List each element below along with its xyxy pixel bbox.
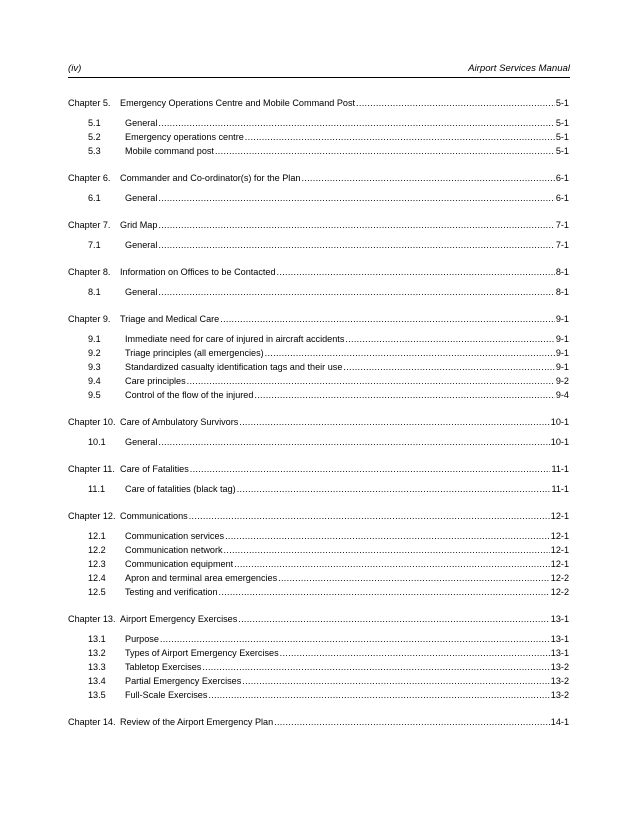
toc-dot-leader bbox=[254, 388, 554, 402]
toc-entry-title: Types of Airport Emergency Exercises bbox=[125, 648, 279, 658]
toc-section-entry[interactable] bbox=[68, 585, 569, 599]
toc-entry-number: Chapter 13. bbox=[68, 614, 116, 624]
toc-spacer bbox=[68, 158, 569, 171]
toc-dot-leader bbox=[224, 543, 550, 557]
toc-entry-title: Apron and terminal area emergencies bbox=[125, 573, 278, 583]
toc-entry-page: 12-1 bbox=[550, 511, 569, 521]
toc-dot-leader bbox=[158, 238, 554, 252]
toc-dot-leader bbox=[225, 529, 550, 543]
toc-entry-number: 9.5 bbox=[88, 390, 101, 400]
toc-section-entry[interactable] bbox=[68, 571, 569, 585]
toc-entry-number: 13.3 bbox=[88, 662, 106, 672]
toc-entry-page: 5-1 bbox=[555, 98, 569, 108]
toc-entry-page: 7-1 bbox=[555, 240, 569, 250]
toc-entry-number: 13.2 bbox=[88, 648, 106, 658]
toc-spacer bbox=[68, 702, 569, 715]
toc-entry-number: Chapter 6. bbox=[68, 173, 111, 183]
toc-dot-leader bbox=[189, 509, 550, 523]
toc-section-entry[interactable] bbox=[68, 238, 569, 252]
toc-entry-number: 8.1 bbox=[88, 287, 101, 297]
toc-entry-title: General bbox=[125, 193, 158, 203]
toc-section-entry[interactable] bbox=[68, 191, 569, 205]
toc-entry-title: Airport Emergency Exercises bbox=[120, 614, 238, 624]
manual-title: Airport Services Manual bbox=[468, 63, 570, 74]
toc-entry-number: 7.1 bbox=[88, 240, 101, 250]
toc-entry-page: 8-1 bbox=[555, 267, 569, 277]
toc-dot-leader bbox=[208, 688, 549, 702]
toc-dot-leader bbox=[158, 218, 554, 232]
toc-entry-number: 9.3 bbox=[88, 362, 101, 372]
toc-entry-page: 8-1 bbox=[555, 287, 569, 297]
toc-dot-leader bbox=[277, 265, 555, 279]
toc-entry-page: 5-1 bbox=[555, 132, 569, 142]
toc-entry-number: Chapter 8. bbox=[68, 267, 111, 277]
toc-entry-title: Tabletop Exercises bbox=[125, 662, 202, 672]
toc-dot-leader bbox=[215, 144, 555, 158]
toc-entry-title: Partial Emergency Exercises bbox=[125, 676, 242, 686]
toc-entry-title: Communication services bbox=[125, 531, 225, 541]
toc-chapter-entry[interactable] bbox=[68, 312, 569, 326]
toc-entry-title: Care of Fatalities bbox=[120, 464, 189, 474]
toc-entry-page: 6-1 bbox=[555, 173, 569, 183]
toc-entry-title: Emergency operations centre bbox=[125, 132, 244, 142]
toc-dot-leader bbox=[220, 312, 555, 326]
toc-entry-number: 12.1 bbox=[88, 531, 106, 541]
toc-dot-leader bbox=[158, 191, 554, 205]
toc-entry-title: Communications bbox=[120, 511, 188, 521]
toc-entry-number: 9.1 bbox=[88, 334, 101, 344]
toc-entry-number: Chapter 9. bbox=[68, 314, 111, 324]
toc-section-entry[interactable] bbox=[68, 543, 569, 557]
toc-entry-page: 12-1 bbox=[550, 559, 569, 569]
toc-entry-number: Chapter 5. bbox=[68, 98, 111, 108]
toc-entry-page: 11-1 bbox=[551, 464, 569, 474]
toc-section-entry[interactable] bbox=[68, 346, 569, 360]
toc-entry-page: 12-2 bbox=[550, 573, 569, 583]
toc-section-entry[interactable] bbox=[68, 688, 569, 702]
toc-entry-page: 13-2 bbox=[550, 662, 569, 672]
toc-chapter-entry[interactable] bbox=[68, 265, 569, 279]
toc-section-entry[interactable] bbox=[68, 674, 569, 688]
toc-entry-title: Testing and verification bbox=[125, 587, 218, 597]
toc-entry-title: Emergency Operations Centre and Mobile Command Post bbox=[120, 98, 356, 108]
table-of-contents bbox=[68, 96, 569, 729]
toc-entry-number: Chapter 10. bbox=[68, 417, 116, 427]
toc-entry-title: Care of fatalities (black tag) bbox=[125, 484, 236, 494]
toc-section-entry[interactable] bbox=[68, 646, 569, 660]
toc-entry-title: Care of Ambulatory Survivors bbox=[120, 417, 239, 427]
toc-entry-title: Standardized casualty identification tags and their use bbox=[125, 362, 343, 372]
toc-dot-leader bbox=[219, 585, 550, 599]
toc-section-entry[interactable] bbox=[68, 660, 569, 674]
toc-entry-page: 6-1 bbox=[555, 193, 569, 203]
toc-section-entry[interactable] bbox=[68, 332, 569, 346]
toc-section-entry[interactable] bbox=[68, 285, 569, 299]
toc-entry-title: Care principles bbox=[125, 376, 186, 386]
toc-entry-title: Commander and Co-ordinator(s) for the Plan bbox=[120, 173, 301, 183]
toc-entry-title: Information on Offices to be Contacted bbox=[120, 267, 276, 277]
toc-section-entry[interactable] bbox=[68, 388, 569, 402]
toc-chapter-entry[interactable] bbox=[68, 171, 569, 185]
toc-entry-title: Control of the flow of the injured bbox=[125, 390, 254, 400]
toc-section-entry[interactable] bbox=[68, 130, 569, 144]
toc-entry-title: Review of the Airport Emergency Plan bbox=[120, 717, 274, 727]
toc-dot-leader bbox=[237, 482, 551, 496]
toc-entry-page: 13-2 bbox=[550, 690, 569, 700]
toc-dot-leader bbox=[160, 632, 550, 646]
toc-entry-page: 9-4 bbox=[555, 390, 569, 400]
toc-dot-leader bbox=[202, 660, 549, 674]
toc-entry-number: 12.5 bbox=[88, 587, 106, 597]
toc-entry-number: Chapter 7. bbox=[68, 220, 111, 230]
toc-entry-title: Triage and Medical Care bbox=[120, 314, 220, 324]
toc-entry-number: Chapter 12. bbox=[68, 511, 116, 521]
toc-entry-page: 9-1 bbox=[555, 334, 569, 344]
toc-section-entry[interactable] bbox=[68, 144, 569, 158]
toc-entry-page: 14-1 bbox=[550, 717, 569, 727]
toc-spacer bbox=[68, 299, 569, 312]
toc-entry-number: 11.1 bbox=[88, 484, 106, 494]
toc-dot-leader bbox=[280, 646, 550, 660]
toc-spacer bbox=[68, 599, 569, 612]
toc-entry-number: 12.4 bbox=[88, 573, 106, 583]
page-number-label: (iv) bbox=[68, 63, 82, 74]
toc-chapter-entry[interactable] bbox=[68, 509, 569, 523]
toc-entry-number: 13.1 bbox=[88, 634, 106, 644]
toc-entry-number: 9.2 bbox=[88, 348, 101, 358]
toc-entry-title: Triage principles (all emergencies) bbox=[125, 348, 264, 358]
toc-chapter-entry[interactable] bbox=[68, 415, 569, 429]
toc-entry-page: 13-1 bbox=[550, 634, 569, 644]
toc-dot-leader bbox=[158, 285, 554, 299]
toc-entry-page: 12-1 bbox=[550, 545, 569, 555]
toc-entry-page: 10-1 bbox=[550, 417, 569, 427]
toc-chapter-entry[interactable] bbox=[68, 96, 569, 110]
toc-entry-title: Mobile command post bbox=[125, 146, 214, 156]
toc-entry-number: 5.2 bbox=[88, 132, 101, 142]
toc-spacer bbox=[68, 402, 569, 415]
toc-spacer bbox=[68, 496, 569, 509]
toc-dot-leader bbox=[345, 332, 554, 346]
toc-entry-page: 13-2 bbox=[550, 676, 569, 686]
toc-dot-leader bbox=[158, 116, 554, 130]
toc-dot-leader bbox=[158, 435, 549, 449]
toc-dot-leader bbox=[239, 415, 550, 429]
toc-dot-leader bbox=[343, 360, 554, 374]
toc-section-entry[interactable] bbox=[68, 374, 569, 388]
toc-dot-leader bbox=[238, 612, 550, 626]
toc-chapter-entry[interactable] bbox=[68, 218, 569, 232]
toc-section-entry[interactable] bbox=[68, 557, 569, 571]
toc-entry-page: 13-1 bbox=[550, 648, 569, 658]
toc-entry-number: 10.1 bbox=[88, 437, 106, 447]
toc-entry-number: 5.3 bbox=[88, 146, 101, 156]
toc-entry-number: 6.1 bbox=[88, 193, 101, 203]
toc-entry-title: General bbox=[125, 437, 158, 447]
toc-entry-page: 13-1 bbox=[550, 614, 569, 624]
toc-dot-leader bbox=[274, 715, 550, 729]
toc-chapter-entry[interactable] bbox=[68, 715, 569, 729]
toc-dot-leader bbox=[278, 571, 550, 585]
toc-section-entry[interactable] bbox=[68, 435, 569, 449]
toc-dot-leader bbox=[265, 346, 555, 360]
toc-entry-number: 9.4 bbox=[88, 376, 101, 386]
toc-entry-page: 11-1 bbox=[551, 484, 569, 494]
toc-entry-page: 9-1 bbox=[555, 362, 569, 372]
toc-entry-page: 12-1 bbox=[550, 531, 569, 541]
toc-dot-leader bbox=[190, 462, 551, 476]
toc-spacer bbox=[68, 205, 569, 218]
toc-section-entry[interactable] bbox=[68, 116, 569, 130]
toc-entry-title: Purpose bbox=[125, 634, 159, 644]
toc-dot-leader bbox=[234, 557, 550, 571]
toc-entry-number: 5.1 bbox=[88, 118, 101, 128]
toc-entry-page: 5-1 bbox=[555, 118, 569, 128]
toc-entry-number: 12.3 bbox=[88, 559, 106, 569]
toc-dot-leader bbox=[245, 130, 555, 144]
toc-entry-page: 5-1 bbox=[555, 146, 569, 156]
toc-section-entry[interactable] bbox=[68, 529, 569, 543]
toc-entry-title: Grid Map bbox=[120, 220, 158, 230]
toc-section-entry[interactable] bbox=[68, 360, 569, 374]
header-rule bbox=[68, 77, 570, 78]
toc-entry-page: 9-2 bbox=[555, 376, 569, 386]
running-header bbox=[68, 63, 570, 74]
toc-entry-page: 7-1 bbox=[555, 220, 569, 230]
toc-dot-leader bbox=[242, 674, 550, 688]
toc-entry-title: Communication network bbox=[125, 545, 223, 555]
toc-section-entry[interactable] bbox=[68, 482, 569, 496]
toc-entry-number: Chapter 11. bbox=[68, 464, 115, 474]
toc-spacer bbox=[68, 449, 569, 462]
toc-entry-page: 12-2 bbox=[550, 587, 569, 597]
toc-chapter-entry[interactable] bbox=[68, 462, 569, 476]
toc-section-entry[interactable] bbox=[68, 632, 569, 646]
toc-dot-leader bbox=[187, 374, 555, 388]
toc-entry-title: General bbox=[125, 287, 158, 297]
toc-entry-title: Communication equipment bbox=[125, 559, 234, 569]
toc-entry-number: 12.2 bbox=[88, 545, 106, 555]
toc-entry-number: 13.4 bbox=[88, 676, 106, 686]
toc-entry-page: 9-1 bbox=[555, 314, 569, 324]
toc-entry-title: General bbox=[125, 118, 158, 128]
toc-dot-leader bbox=[301, 171, 554, 185]
toc-dot-leader bbox=[356, 96, 555, 110]
toc-chapter-entry[interactable] bbox=[68, 612, 569, 626]
toc-entry-title: Full-Scale Exercises bbox=[125, 690, 208, 700]
toc-entry-page: 9-1 bbox=[555, 348, 569, 358]
toc-entry-title: Immediate need for care of injured in aircraft accidents bbox=[125, 334, 345, 344]
toc-entry-page: 10-1 bbox=[550, 437, 569, 447]
toc-entry-number: 13.5 bbox=[88, 690, 106, 700]
toc-entry-title: General bbox=[125, 240, 158, 250]
toc-spacer bbox=[68, 252, 569, 265]
toc-entry-number: Chapter 14. bbox=[68, 717, 116, 727]
